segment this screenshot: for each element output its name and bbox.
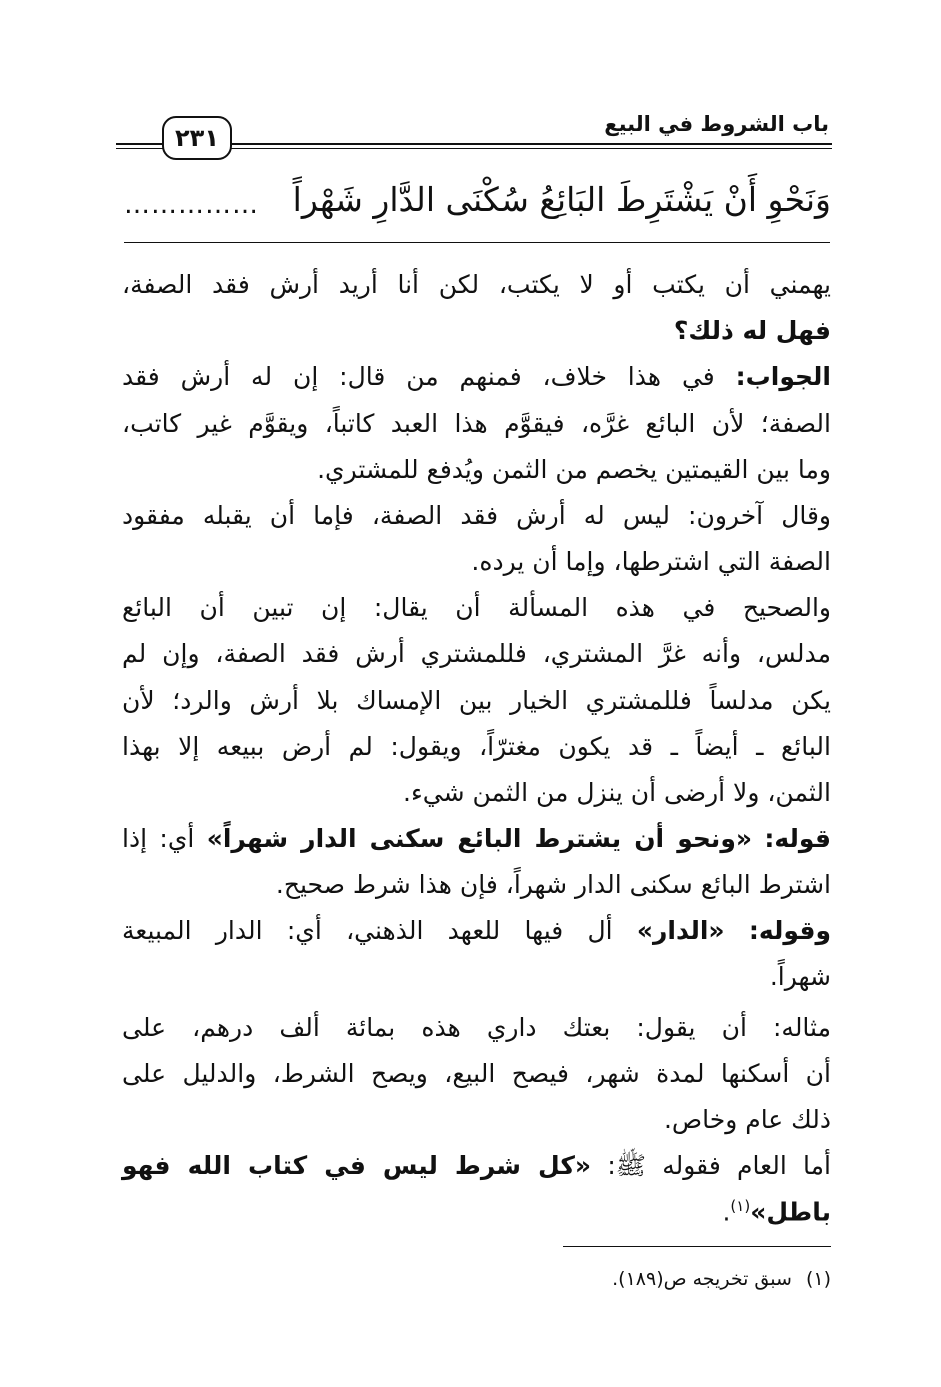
- body-line-3-text: في هذا خلاف، فمنهم من قال: إن له أرش فقد: [122, 362, 715, 391]
- body-line-3: [122, 364, 831, 389]
- answer-label: الجواب:: [735, 362, 831, 391]
- body-line-13: [122, 826, 831, 851]
- body-line-21: [722, 1197, 831, 1227]
- body-line-15: [122, 918, 831, 943]
- body-line-17: مثاله: أن يقول: بعتك داري هذه بمائة ألف درهم، على: [122, 1013, 831, 1042]
- body-line-8: والصحيح في هذه المسألة أن يقال: إن تبين أن البائع: [122, 593, 831, 622]
- footnote-marker: (١): [805, 1268, 831, 1290]
- matn-dots: ……………: [124, 190, 259, 220]
- running-title: باب الشروط في البيع: [604, 112, 829, 136]
- body-line-1: يهمني أن يكتب أو لا يكتب، لكن أنا أريد أرش فقد الصفة،: [122, 270, 831, 299]
- body-line-10: يكن مدلساً فللمشتري الخيار بين الإمساك بلا أرش والرد؛ لأن: [122, 686, 831, 715]
- page-number: ٢٣١: [162, 116, 232, 160]
- body-line-14: اشترط البائع سكنى الدار شهراً، فإن هذا شرط صحيح.: [275, 870, 831, 899]
- hadith-quote-start: «كل شرط ليس في كتاب الله فهو: [122, 1151, 592, 1180]
- footnote-text: سبق تخريجه ص(١٨٩).: [612, 1268, 792, 1290]
- matn-rule: [124, 242, 830, 243]
- body-line-7: الصفة التي اشترطها، وإما أن يرده.: [471, 547, 831, 576]
- waqawluhu-label: وقوله:: [748, 916, 831, 945]
- body-line-18: أن أسكنها لمدة شهر، فيصح البيع، ويصح الشرط، والدليل على: [122, 1059, 831, 1088]
- footnote-ref[interactable]: (١): [730, 1197, 751, 1215]
- matn-quote: «ونحو أن يشترط البائع سكنى الدار شهراً»: [206, 824, 753, 853]
- body-line-4: الصفة؛ لأن البائع غرَّه، فيقوَّم هذا العبد كاتباً، ويقوَّم غير كاتب،: [122, 409, 831, 438]
- body-line-16: شهراً.: [769, 962, 831, 991]
- body-line-13-text: أي: إذا: [122, 824, 195, 853]
- body-line-20-text: أما العام فقوله ﷺ:: [607, 1151, 831, 1180]
- body-line-15-text: أل فيها للعهد الذهني، أي: الدار المبيعة: [122, 916, 613, 945]
- footnote-rule: [563, 1246, 831, 1247]
- qawluhu-label: قوله:: [764, 824, 831, 853]
- body-line-19: ذلك عام وخاص.: [663, 1105, 831, 1134]
- dar-quote: «الدار»: [636, 916, 725, 945]
- body-line-11: البائع ـ أيضاً ـ قد يكون مغترّاً، ويقول: لم أرض ببيعه إلا بهذا: [122, 732, 831, 761]
- body-line-2: فهل له ذلك؟: [673, 316, 831, 345]
- body-line-6: وقال آخرون: ليس له أرش فقد الصفة، فإما أن يقبله مفقود: [122, 501, 831, 530]
- matn-text: وَنَحْوِ أَنْ يَشْتَرِطَ البَائِعُ سُكْنَى الدَّارِ شَهْراً: [292, 180, 831, 219]
- period: .: [722, 1197, 731, 1227]
- footnote: [612, 1268, 831, 1290]
- hadith-quote-end: باطل»: [750, 1197, 831, 1227]
- body-line-20: [122, 1153, 831, 1178]
- body-line-5: وما بين القيمتين يخصم من الثمن ويُدفع للمشتري.: [317, 455, 831, 484]
- body-line-12: الثمن، ولا أرضى أن ينزل من الثمن شيء.: [403, 778, 831, 807]
- body-line-9: مدلس، وأنه غرَّ المشتري، فللمشتري أرش فقد الصفة، وإن لم: [122, 639, 831, 668]
